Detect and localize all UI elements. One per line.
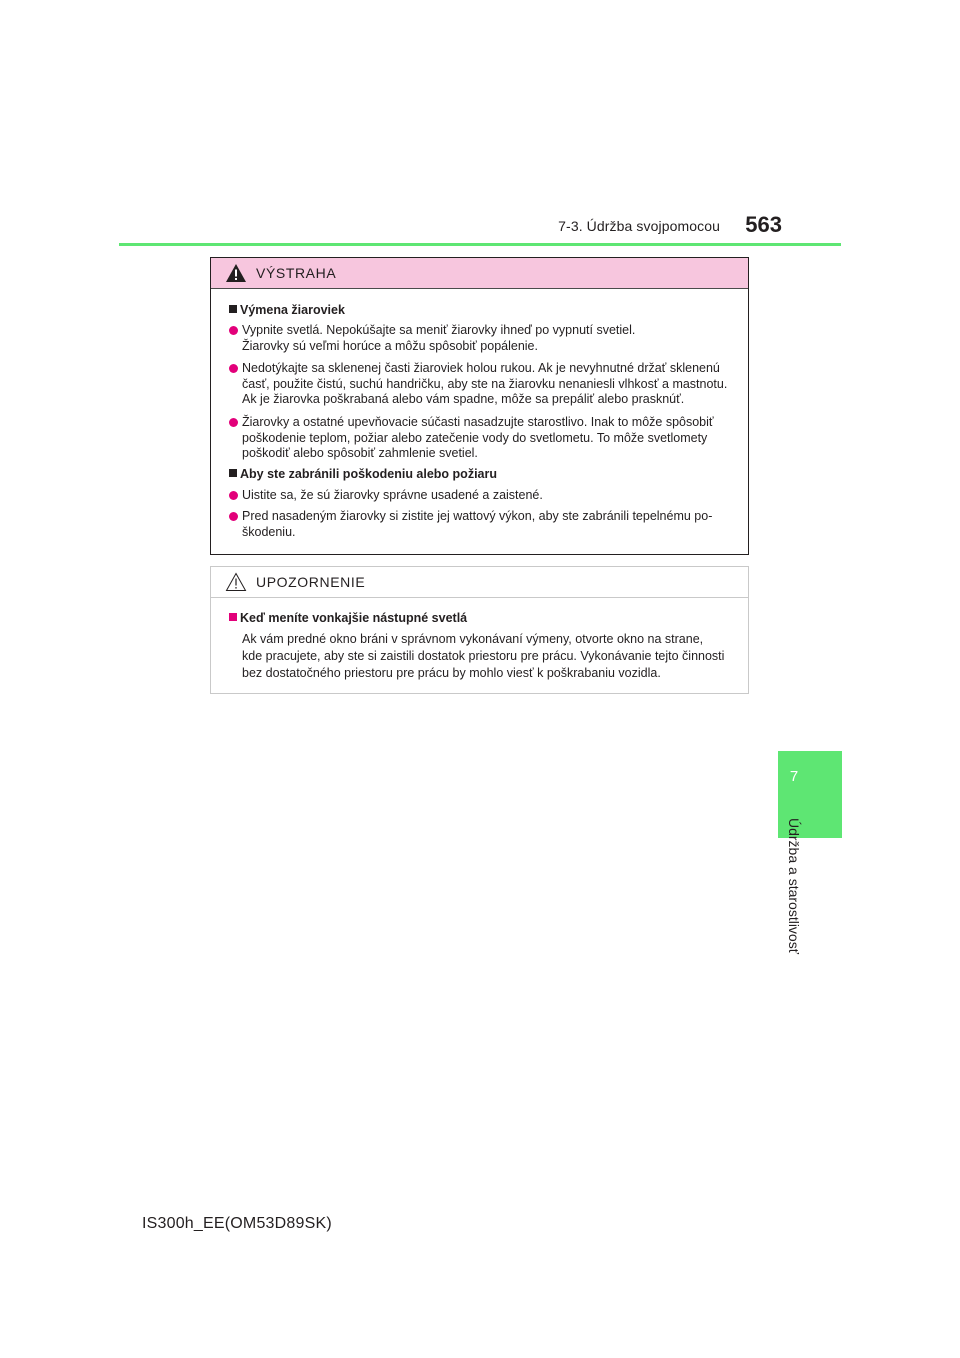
warning-bullet: Vypnite svetlá. Nepokúšajte sa meniť žiarovky ihneď po vypnutí svetiel. Žiarovky sú veľmi horúce a môžu spôsobiť popálenie. [229,323,747,354]
footer-model-code: IS300h_EE(OM53D89SK) [142,1215,332,1232]
notice-paragraph: Ak vám predné okno bráni v správnom vykonávaní výmeny, otvorte okno na strane, kde pracujete, aby ste si zaistili dostatok priestoru pre prácu. Vykonávanie tejto činnosti bez dostatočného priestoru pre prácu by mohlo viesť k poškrabaniu vozidla. [242,632,725,680]
bullet-dot-icon [229,326,238,335]
bullet-dot-icon [229,491,238,500]
section-title: 7-3. Údržba svojpomocou [558,218,720,234]
square-bullet-icon [229,305,237,313]
caution-triangle-icon [225,572,247,592]
notice-box [210,566,749,694]
warning-bullet: Pred nasadeným žiarovky si zistite jej wattový výkon, aby ste zabránili tepelnému po- škodeniu. [229,509,747,540]
warning-bullet: Žiarovky a ostatné upevňovacie súčasti nasadzujte starostlivo. Inak to môže spôsobiť poškodenie teplom, požiar alebo zatečenie vody do svetlometu. To môže svetlomety poškodiť alebo spôsobiť zahmlenie svetiel. [229,415,747,462]
notice-header [211,567,748,598]
page-number: 563 [745,212,782,237]
bullet-dot-icon [229,418,238,427]
header-divider [119,243,841,246]
warning-subheading: Výmena žiaroviek [229,303,345,317]
warning-header [211,258,748,289]
warning-title: VÝSTRAHA [256,265,337,281]
square-bullet-icon [229,469,237,477]
warning-bullet: Uistite sa, že sú žiarovky správne usadené a zaistené. [229,488,747,504]
square-bullet-icon [229,613,237,621]
bullet-dot-icon [229,512,238,521]
notice-subheading: Keď meníte vonkajšie nástupné svetlá [229,611,467,625]
notice-title: UPOZORNENIE [256,574,366,590]
chapter-title: Údržba a starostlivosť [786,818,802,954]
bullet-dot-icon [229,364,238,373]
warning-box [210,257,749,555]
warning-subheading: Aby ste zabránili poškodeniu alebo požiaru [229,467,497,481]
chapter-number: 7 [789,768,799,785]
warning-bullet: Nedotýkajte sa sklenenej časti žiaroviek holou rukou. Ak je nevyhnutné držať sklenenú časť, použite čistú, suchú handričku, aby ste na žiarovku nenaniesli vlhkosť a mastnotu. Ak je žiarovka poškrabaná alebo vám spadne, môže sa prepáliť alebo prasknúť. [229,361,747,408]
warning-triangle-icon [225,263,247,283]
